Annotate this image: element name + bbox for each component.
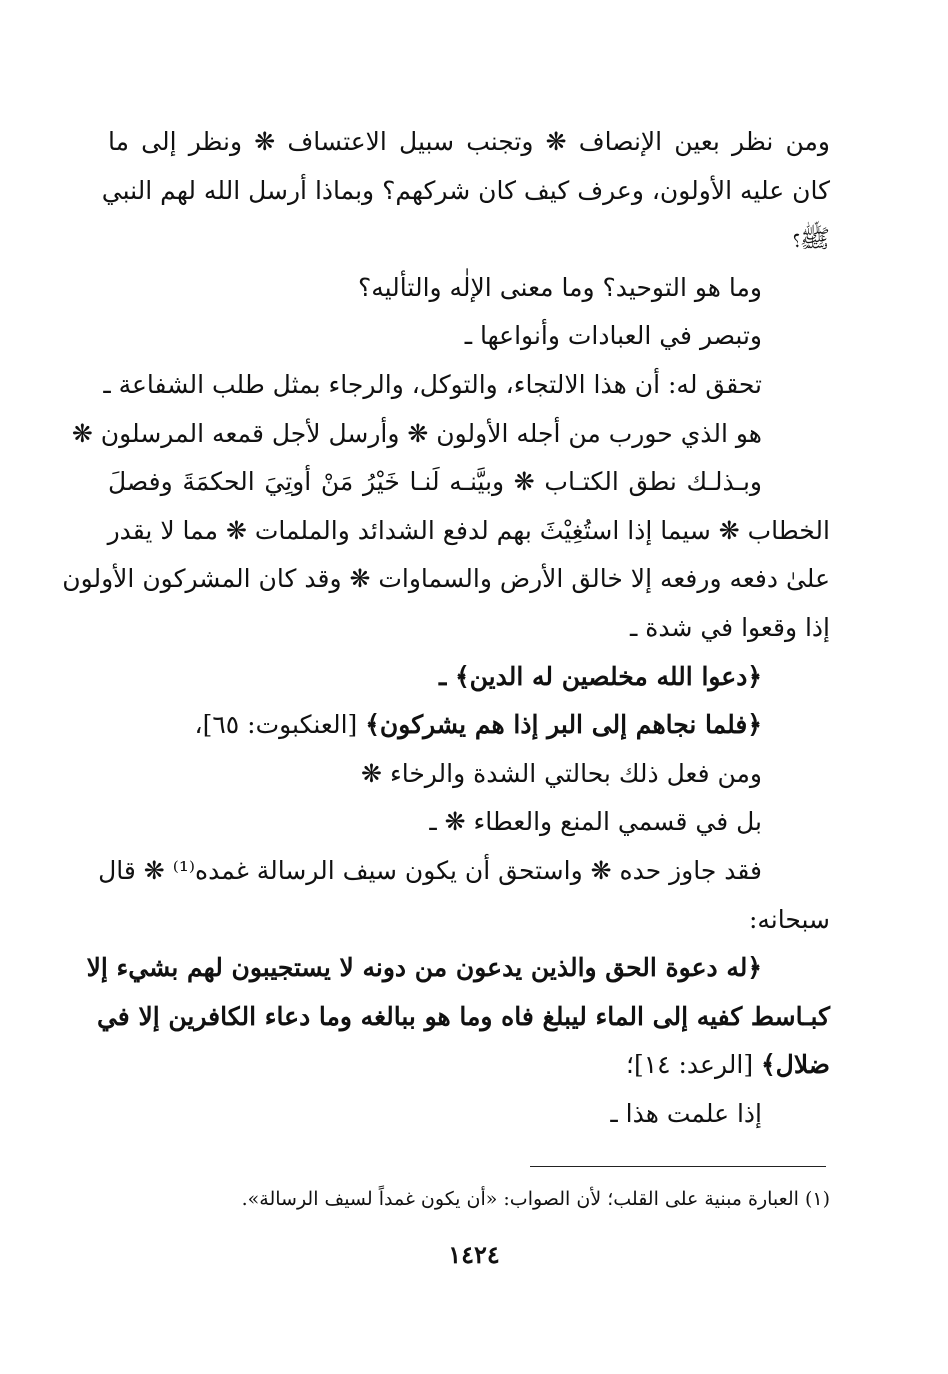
quran-verse: ﴿له دعوة الحق والذين يدعون من دونه لا يستجيبون لهم بشيء إلا bbox=[86, 953, 762, 983]
text-line: وما هو التوحيد؟ وما معنى الإلٰه والتأليه؟ bbox=[357, 272, 762, 302]
quran-verse: ﴿دعوا الله مخلصين له الدين﴾ ـ bbox=[438, 661, 762, 691]
footnote-divider bbox=[530, 1166, 826, 1167]
quran-verse: ضلال﴾ bbox=[761, 1050, 830, 1080]
text-line: وتبصر في العبادات وأنواعها ـ bbox=[464, 321, 762, 351]
text-line: كان عليه الأولون، وعرف كيف كان شركهم؟ وبماذا أرسل الله لهم النبي bbox=[101, 175, 830, 205]
text-line: ﷺ؟ bbox=[792, 224, 830, 254]
text-line: تحقق له: أن هذا الالتجاء، والتوكل، والرجاء بمثل طلب الشفاعة ـ bbox=[103, 369, 762, 399]
quran-verse-line bbox=[108, 701, 830, 750]
page-number: ١٤٢٤ bbox=[448, 1240, 500, 1269]
verse-reference: [العنكبوت: ٦٥]، bbox=[194, 710, 366, 740]
text-line: هو الذي حورب من أجله الأولون ❋ وأرسل لأجل قمعه المرسلون ❋ bbox=[71, 418, 762, 448]
verse-reference: [الرعد: ١٤]؛ bbox=[626, 1050, 762, 1080]
text-line: إذا وقعوا في شدة ـ bbox=[629, 612, 830, 642]
text-line: سبحانه: bbox=[748, 904, 830, 934]
text-line: وبـذلـك نطق الكتـاب ❋ وبيَّنـه لَنـا خَيْرُ مَنْ أوتِيَ الحكمَةَ وفصلَ bbox=[108, 467, 762, 497]
quran-verse: كبـاسط كفيه إلى الماء ليبلغ فاه وما هو ببالغه وما دعاء الكافرين إلا في bbox=[96, 1001, 830, 1031]
text-line: إذا علمت هذا ـ bbox=[610, 1098, 762, 1128]
quran-verse: ﴿فلما نجاهم إلى البر إذا هم يشركون﴾ bbox=[365, 710, 762, 740]
text-line: ومن فعل ذلك بحالتي الشدة والرخاء ❋ bbox=[361, 758, 762, 788]
text-line: علىٰ دفعه ورفعه إلا خالق الأرض والسماوات ❋ وقد كان المشركون الأولون bbox=[62, 564, 830, 594]
text-line: ومن نظر بعين الإنصاف ❋ وتجنب سبيل الاعتساف ❋ ونظر إلى ما bbox=[108, 127, 830, 156]
footnote: (١) العبارة مبنية على القلب؛ لأن الصواب: «أن يكون غمداً لسيف الرسالة». bbox=[241, 1188, 830, 1210]
text-line: فقد جاوز حده ❋ واستحق أن يكون سيف الرسالة غمده⁽¹⁾ ❋ قال bbox=[98, 855, 762, 885]
main-text bbox=[62, 118, 830, 1138]
text-line: بل في قسمي المنع والعطاء ❋ ـ bbox=[429, 807, 762, 837]
text-line: الخطاب ❋ سيما إذا استُغِيْثَ بهم لدفع الشدائد والملمات ❋ مما لا يقدر bbox=[107, 515, 830, 545]
quran-verse-line bbox=[108, 1041, 830, 1090]
